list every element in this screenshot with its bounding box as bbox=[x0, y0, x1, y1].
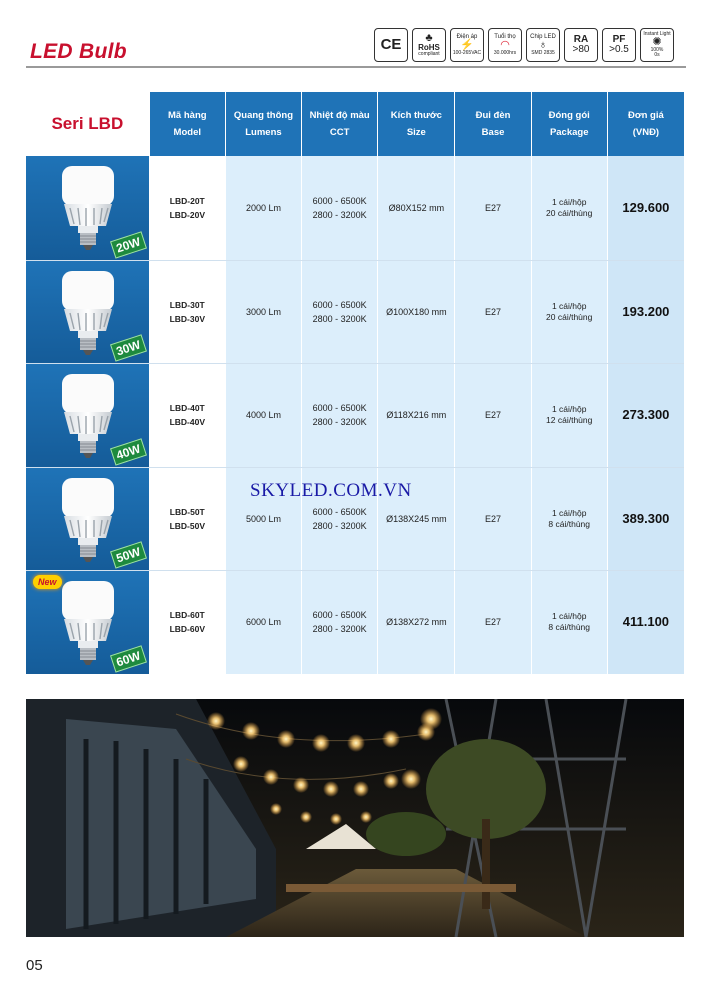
lumens-value: 2000 Lm bbox=[245, 202, 281, 213]
instant-time: 0s bbox=[654, 52, 660, 59]
model-t: LBD-20T bbox=[169, 195, 205, 206]
header-vi: Nhiệt độ màu bbox=[309, 110, 370, 121]
life-value: 30.000hrs bbox=[493, 50, 517, 57]
header-en: Base bbox=[481, 127, 505, 138]
pf-value: >0.5 bbox=[609, 44, 629, 55]
model-v: LBD-30V bbox=[169, 313, 205, 324]
instant-label: Instant Light bbox=[643, 30, 671, 37]
model-t: LBD-60T bbox=[169, 610, 205, 621]
table-row bbox=[26, 570, 684, 674]
cct-warm: 2800 - 3200K bbox=[312, 417, 367, 428]
wattage-badge: 40W bbox=[110, 438, 147, 465]
model-t: LBD-50T bbox=[169, 506, 205, 517]
header-price bbox=[607, 92, 684, 156]
cct-cool: 6000 - 6500K bbox=[312, 299, 367, 310]
header-vi: Quang thông bbox=[233, 110, 294, 121]
chip-label: Chip LED bbox=[530, 33, 556, 40]
header-vi: Đơn giá bbox=[628, 110, 664, 121]
package-carton: 20 cái/thùng bbox=[546, 311, 593, 322]
model-v: LBD-60V bbox=[169, 624, 205, 635]
model-cell bbox=[149, 468, 225, 571]
ra-label: RA bbox=[573, 33, 589, 45]
table-row bbox=[26, 363, 684, 467]
certification-icons bbox=[374, 28, 674, 62]
header-vi: Kích thước bbox=[390, 110, 442, 121]
header-en: Lumens bbox=[245, 127, 282, 138]
page-title: LED Bulb bbox=[30, 40, 127, 63]
lumens-cell bbox=[225, 156, 301, 260]
lumens-value: 5000 Lm bbox=[245, 513, 281, 524]
package-box: 1 cái/hộp bbox=[551, 404, 587, 415]
header-model bbox=[149, 92, 225, 156]
package-cell bbox=[531, 571, 607, 674]
cct-cool: 6000 - 6500K bbox=[312, 195, 367, 206]
leaf-icon: ♣ bbox=[425, 31, 433, 44]
lumens-cell bbox=[225, 364, 301, 467]
sun-icon: ✺ bbox=[652, 35, 662, 48]
header-package bbox=[531, 92, 607, 156]
price-value: 389.300 bbox=[622, 510, 670, 526]
price-value: 193.200 bbox=[622, 303, 670, 319]
chip-led-icon bbox=[526, 28, 560, 62]
base-cell bbox=[454, 468, 530, 571]
package-carton: 12 cái/thùng bbox=[546, 415, 593, 426]
base-value: E27 bbox=[485, 306, 502, 317]
street-lights-photo bbox=[26, 699, 684, 937]
header-vi: Đui đèn bbox=[475, 110, 511, 121]
cct-warm: 2800 - 3200K bbox=[312, 313, 367, 324]
cct-cell bbox=[301, 261, 377, 364]
base-value: E27 bbox=[485, 617, 502, 628]
model-v: LBD-40V bbox=[169, 417, 205, 428]
pf-label: PF bbox=[612, 33, 626, 45]
size-cell bbox=[377, 571, 454, 674]
page-number: 05 bbox=[26, 957, 43, 974]
size-value: Ø138X245 mm bbox=[386, 513, 447, 524]
table-row bbox=[26, 260, 684, 364]
header-base bbox=[454, 92, 530, 156]
price-cell bbox=[607, 468, 684, 571]
lumens-value: 3000 Lm bbox=[245, 306, 281, 317]
lumens-cell bbox=[225, 571, 301, 674]
table-header bbox=[26, 92, 684, 156]
package-carton: 20 cái/thùng bbox=[546, 207, 593, 218]
size-value: Ø80X152 mm bbox=[388, 202, 445, 213]
base-cell bbox=[454, 571, 530, 674]
wattage-badge: 50W bbox=[110, 541, 147, 568]
cct-cool: 6000 - 6500K bbox=[312, 506, 367, 517]
package-carton: 8 cái/thùng bbox=[548, 518, 591, 529]
base-cell bbox=[454, 261, 530, 364]
size-value: Ø138X272 mm bbox=[386, 617, 447, 628]
product-image bbox=[26, 468, 149, 571]
price-value: 273.300 bbox=[622, 407, 670, 423]
model-v: LBD-20V bbox=[169, 209, 205, 220]
package-carton: 8 cái/thùng bbox=[548, 622, 591, 633]
cct-cool: 6000 - 6500K bbox=[312, 403, 367, 414]
cct-cell bbox=[301, 364, 377, 467]
pf-icon bbox=[602, 28, 636, 62]
table-row bbox=[26, 156, 684, 260]
ce-mark-icon bbox=[374, 28, 408, 62]
new-badge: New bbox=[33, 575, 62, 589]
header-en: Size bbox=[406, 127, 426, 138]
cct-warm: 2800 - 3200K bbox=[312, 520, 367, 531]
size-cell bbox=[377, 156, 454, 260]
lumens-cell bbox=[225, 261, 301, 364]
lumens-value: 4000 Lm bbox=[245, 410, 281, 421]
instant-light-icon bbox=[640, 28, 674, 62]
model-cell bbox=[149, 364, 225, 467]
chip-value: SMD 2835 bbox=[531, 50, 555, 57]
package-box: 1 cái/hộp bbox=[551, 611, 587, 622]
voltage-value: 100-265VAC bbox=[452, 50, 482, 57]
instant-value: 100% bbox=[650, 46, 664, 53]
model-cell bbox=[149, 261, 225, 364]
price-cell bbox=[607, 571, 684, 674]
package-box: 1 cái/hộp bbox=[551, 196, 587, 207]
lifetime-icon bbox=[488, 28, 522, 62]
wattage-badge: 30W bbox=[110, 334, 147, 361]
cct-cell bbox=[301, 571, 377, 674]
watermark: SKYLED.COM.VN bbox=[250, 480, 412, 501]
cct-cool: 6000 - 6500K bbox=[312, 610, 367, 621]
header-en: CCT bbox=[329, 127, 350, 138]
package-cell bbox=[531, 156, 607, 260]
rohs-label: RoHS bbox=[418, 42, 440, 52]
product-image bbox=[26, 261, 149, 364]
header-lumens bbox=[225, 92, 301, 156]
wattage-badge: 20W bbox=[110, 231, 147, 258]
model-cell bbox=[149, 571, 225, 674]
size-cell bbox=[377, 261, 454, 364]
header-size bbox=[377, 92, 454, 156]
base-value: E27 bbox=[485, 513, 502, 524]
size-cell bbox=[377, 364, 454, 467]
title-divider bbox=[26, 66, 686, 68]
model-t: LBD-30T bbox=[169, 299, 205, 310]
voltage-icon bbox=[450, 28, 484, 62]
model-cell bbox=[149, 156, 225, 260]
bulb-icon: ♁ bbox=[538, 39, 548, 52]
base-value: E27 bbox=[485, 202, 502, 213]
cct-warm: 2800 - 3200K bbox=[312, 624, 367, 635]
price-cell bbox=[607, 364, 684, 467]
package-cell bbox=[531, 364, 607, 467]
header-vi: Đóng gói bbox=[548, 110, 590, 121]
header-cct bbox=[301, 92, 377, 156]
lumens-value: 6000 Lm bbox=[245, 617, 281, 628]
product-image bbox=[26, 364, 149, 467]
size-value: Ø100X180 mm bbox=[386, 306, 447, 317]
package-box: 1 cái/hộp bbox=[551, 300, 587, 311]
ra-icon bbox=[564, 28, 598, 62]
wattage-badge: 60W bbox=[110, 645, 147, 672]
base-cell bbox=[454, 364, 530, 467]
series-label: Seri LBD bbox=[51, 114, 124, 133]
voltage-label: Điện áp bbox=[456, 33, 478, 40]
header-en: (VNĐ) bbox=[632, 127, 660, 138]
price-cell bbox=[607, 156, 684, 260]
price-table bbox=[26, 92, 684, 674]
package-box: 1 cái/hộp bbox=[551, 507, 587, 518]
model-v: LBD-50V bbox=[169, 520, 205, 531]
cct-warm: 2800 - 3200K bbox=[312, 209, 367, 220]
gauge-icon: ◠ bbox=[500, 39, 510, 52]
price-cell bbox=[607, 261, 684, 364]
product-image bbox=[26, 156, 149, 260]
package-cell bbox=[531, 468, 607, 571]
cct-cell bbox=[301, 156, 377, 260]
life-label: Tuổi thọ bbox=[494, 33, 516, 40]
ce-label: CE bbox=[380, 36, 402, 54]
model-t: LBD-40T bbox=[169, 403, 205, 414]
header-en: Package bbox=[549, 127, 589, 138]
base-cell bbox=[454, 156, 530, 260]
table-body bbox=[26, 156, 684, 674]
package-cell bbox=[531, 261, 607, 364]
header-en: Model bbox=[173, 127, 201, 138]
base-value: E27 bbox=[485, 410, 502, 421]
night-terrace-image bbox=[26, 699, 684, 937]
ra-value: >80 bbox=[572, 44, 590, 55]
lightning-icon: ⚡ bbox=[460, 39, 474, 52]
rohs-sub: compliant bbox=[418, 51, 440, 58]
price-value: 129.600 bbox=[622, 199, 670, 215]
price-value: 411.100 bbox=[622, 614, 670, 630]
size-value: Ø118X216 mm bbox=[386, 410, 447, 421]
rohs-icon bbox=[412, 28, 446, 62]
header-vi: Mã hàng bbox=[168, 110, 207, 121]
